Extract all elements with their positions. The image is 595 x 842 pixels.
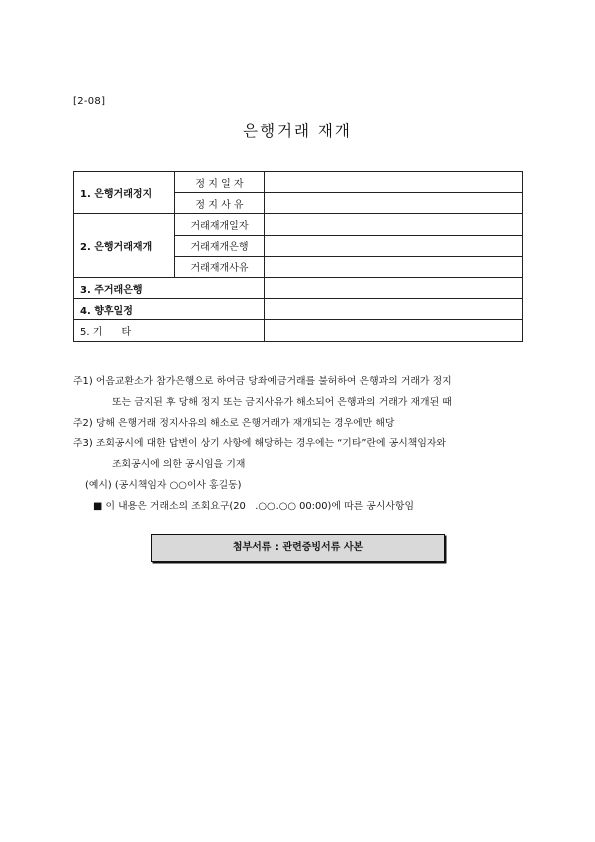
field-label: 거래재개사유: [175, 256, 265, 277]
section-label: 5. 기 타: [74, 320, 265, 341]
field-label: 정 지 사 유: [175, 193, 265, 214]
field-label: 정 지 일 자: [175, 172, 265, 193]
section-label: 2. 은행거래재개: [74, 214, 175, 278]
value-cell[interactable]: [265, 320, 523, 341]
value-cell[interactable]: [265, 214, 523, 235]
attachment-box: 첨부서류 : 관련증빙서류 사본: [151, 534, 445, 562]
page-title: 은행거래 재개: [243, 122, 352, 140]
section-label: 4. 향후일정: [74, 299, 265, 320]
form-code: [2-08]: [73, 96, 106, 107]
value-cell[interactable]: [265, 277, 523, 298]
value-cell[interactable]: [265, 193, 523, 214]
section-label: 1. 은행거래정지: [74, 172, 175, 214]
field-label: 거래재개은행: [175, 235, 265, 256]
note-line: 조회공시에 의한 공시임을 기재: [112, 459, 246, 471]
field-label: 거래재개일자: [175, 214, 265, 235]
value-cell[interactable]: [265, 235, 523, 256]
note-line: 주2) 당해 은행거래 정지사유의 해소로 은행거래가 재개되는 경우에만 해당: [73, 417, 395, 429]
table-row: [74, 320, 523, 341]
note-line: 또는 금지된 후 당해 정지 또는 금지사유가 해소되어 은행과의 거래가 재개된 때: [112, 396, 452, 408]
table-row: [74, 299, 523, 320]
table-row: [74, 277, 523, 298]
notes-block: [73, 372, 543, 518]
example-line: (예시) (공시책임자 ○○이사 홍길동): [85, 479, 242, 491]
inquiry-notice-line: ■ 이 내용은 거래소의 조회요구(20 .○○.○○ 00:00)에 따른 공시사항임: [93, 500, 414, 512]
value-cell[interactable]: [265, 172, 523, 193]
table-row: [74, 214, 523, 235]
disclosure-form-table: [73, 171, 523, 342]
note-line: 주3) 조회공시에 대한 답변이 상기 사항에 해당하는 경우에는 “기타”란에 공시책임자와: [73, 438, 446, 450]
table-row: [74, 172, 523, 193]
section-label: 3. 주거래은행: [74, 277, 265, 298]
value-cell[interactable]: [265, 299, 523, 320]
note-line: 주1) 어음교환소가 참가은행으로 하여금 당좌예금거래를 불허하여 은행과의 거래가 정지: [73, 376, 452, 387]
value-cell[interactable]: [265, 256, 523, 277]
